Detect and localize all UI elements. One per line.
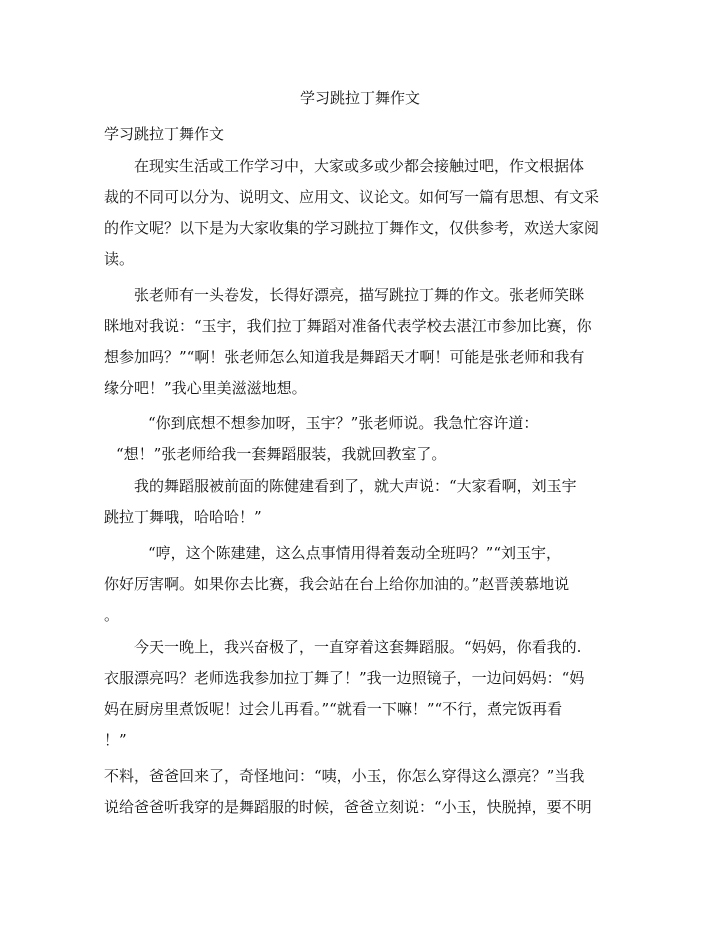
paragraph-line: 眯地对我说：“玉宇，我们拉丁舞蹈对准备代表学校去湛江市参加比赛，你 [104, 317, 592, 335]
paragraph-line: 裁的不同可以分为、说明文、应用文、议论文。如何写一篇有思想、有文采 [104, 188, 600, 206]
paragraph-line: 张老师有一头卷发，长得好漂亮，描写跳拉丁舞的作文。张老师笑眯 [134, 286, 585, 304]
paragraph-line: “哼，这个陈建建，这么点事情用得着轰动全班吗？”“刘玉宇， [148, 544, 562, 562]
paragraph-line: 的作文呢？以下是为大家收集的学习跳拉丁舞作文，仅供参考，欢送大家阅 [104, 219, 600, 237]
paragraph-line: 。 [104, 606, 120, 624]
paragraph-line: 跳拉丁舞哦，哈哈哈！” [104, 508, 262, 526]
paragraph-line: 我的舞蹈服被前面的陈健建看到了，就大声说：“大家看啊，刘玉宇 [134, 477, 577, 495]
paragraph-line: 不料，爸爸回来了，奇怪地问：“咦，小玉，你怎么穿得这么漂亮？”当我 [104, 767, 585, 785]
paragraph-line: 说给爸爸听我穿的是舞蹈服的时候，爸爸立刻说：“小玉，快脱掉，要不明 [104, 798, 592, 816]
paragraph-line: 在现实生活或工作学习中，大家或多或少都会接触过吧，作文根据体 [134, 157, 585, 175]
paragraph-line: 想参加吗？”“啊！张老师怎么知道我是舞蹈天才啊！可能是张老师和我有 [104, 348, 585, 366]
paragraph-line: 妈在厨房里煮饭呢！过会儿再看。”“就看一下嘛！”“不行，煮完饭再看 [104, 700, 563, 718]
paragraph-line: ！” [104, 731, 127, 749]
document-subtitle: 学习跳拉丁舞作文 [104, 125, 225, 143]
paragraph-line: 衣服漂亮吗？老师选我参加拉丁舞了！”我一边照镜子，一边问妈妈：“妈 [104, 669, 585, 687]
paragraph-line: “想！”张老师给我一套舞蹈服装，我就回教室了。 [116, 445, 447, 463]
document-title: 学习跳拉丁舞作文 [299, 89, 420, 107]
paragraph-line: 读。 [104, 250, 135, 268]
paragraph-line: 你好厉害啊。如果你去比赛，我会站在台上给你加油的。”赵晋羡慕地说 [104, 575, 570, 593]
paragraph-line: “你到底想不想参加呀，玉宇？”张老师说。我急忙容许道： [148, 414, 539, 432]
paragraph-line: 今天一晚上，我兴奋极了，一直穿着这套舞蹈服。“妈妈，你看我的. [134, 638, 582, 656]
paragraph-line: 缘分吧！”我心里美滋滋地想。 [104, 379, 307, 397]
